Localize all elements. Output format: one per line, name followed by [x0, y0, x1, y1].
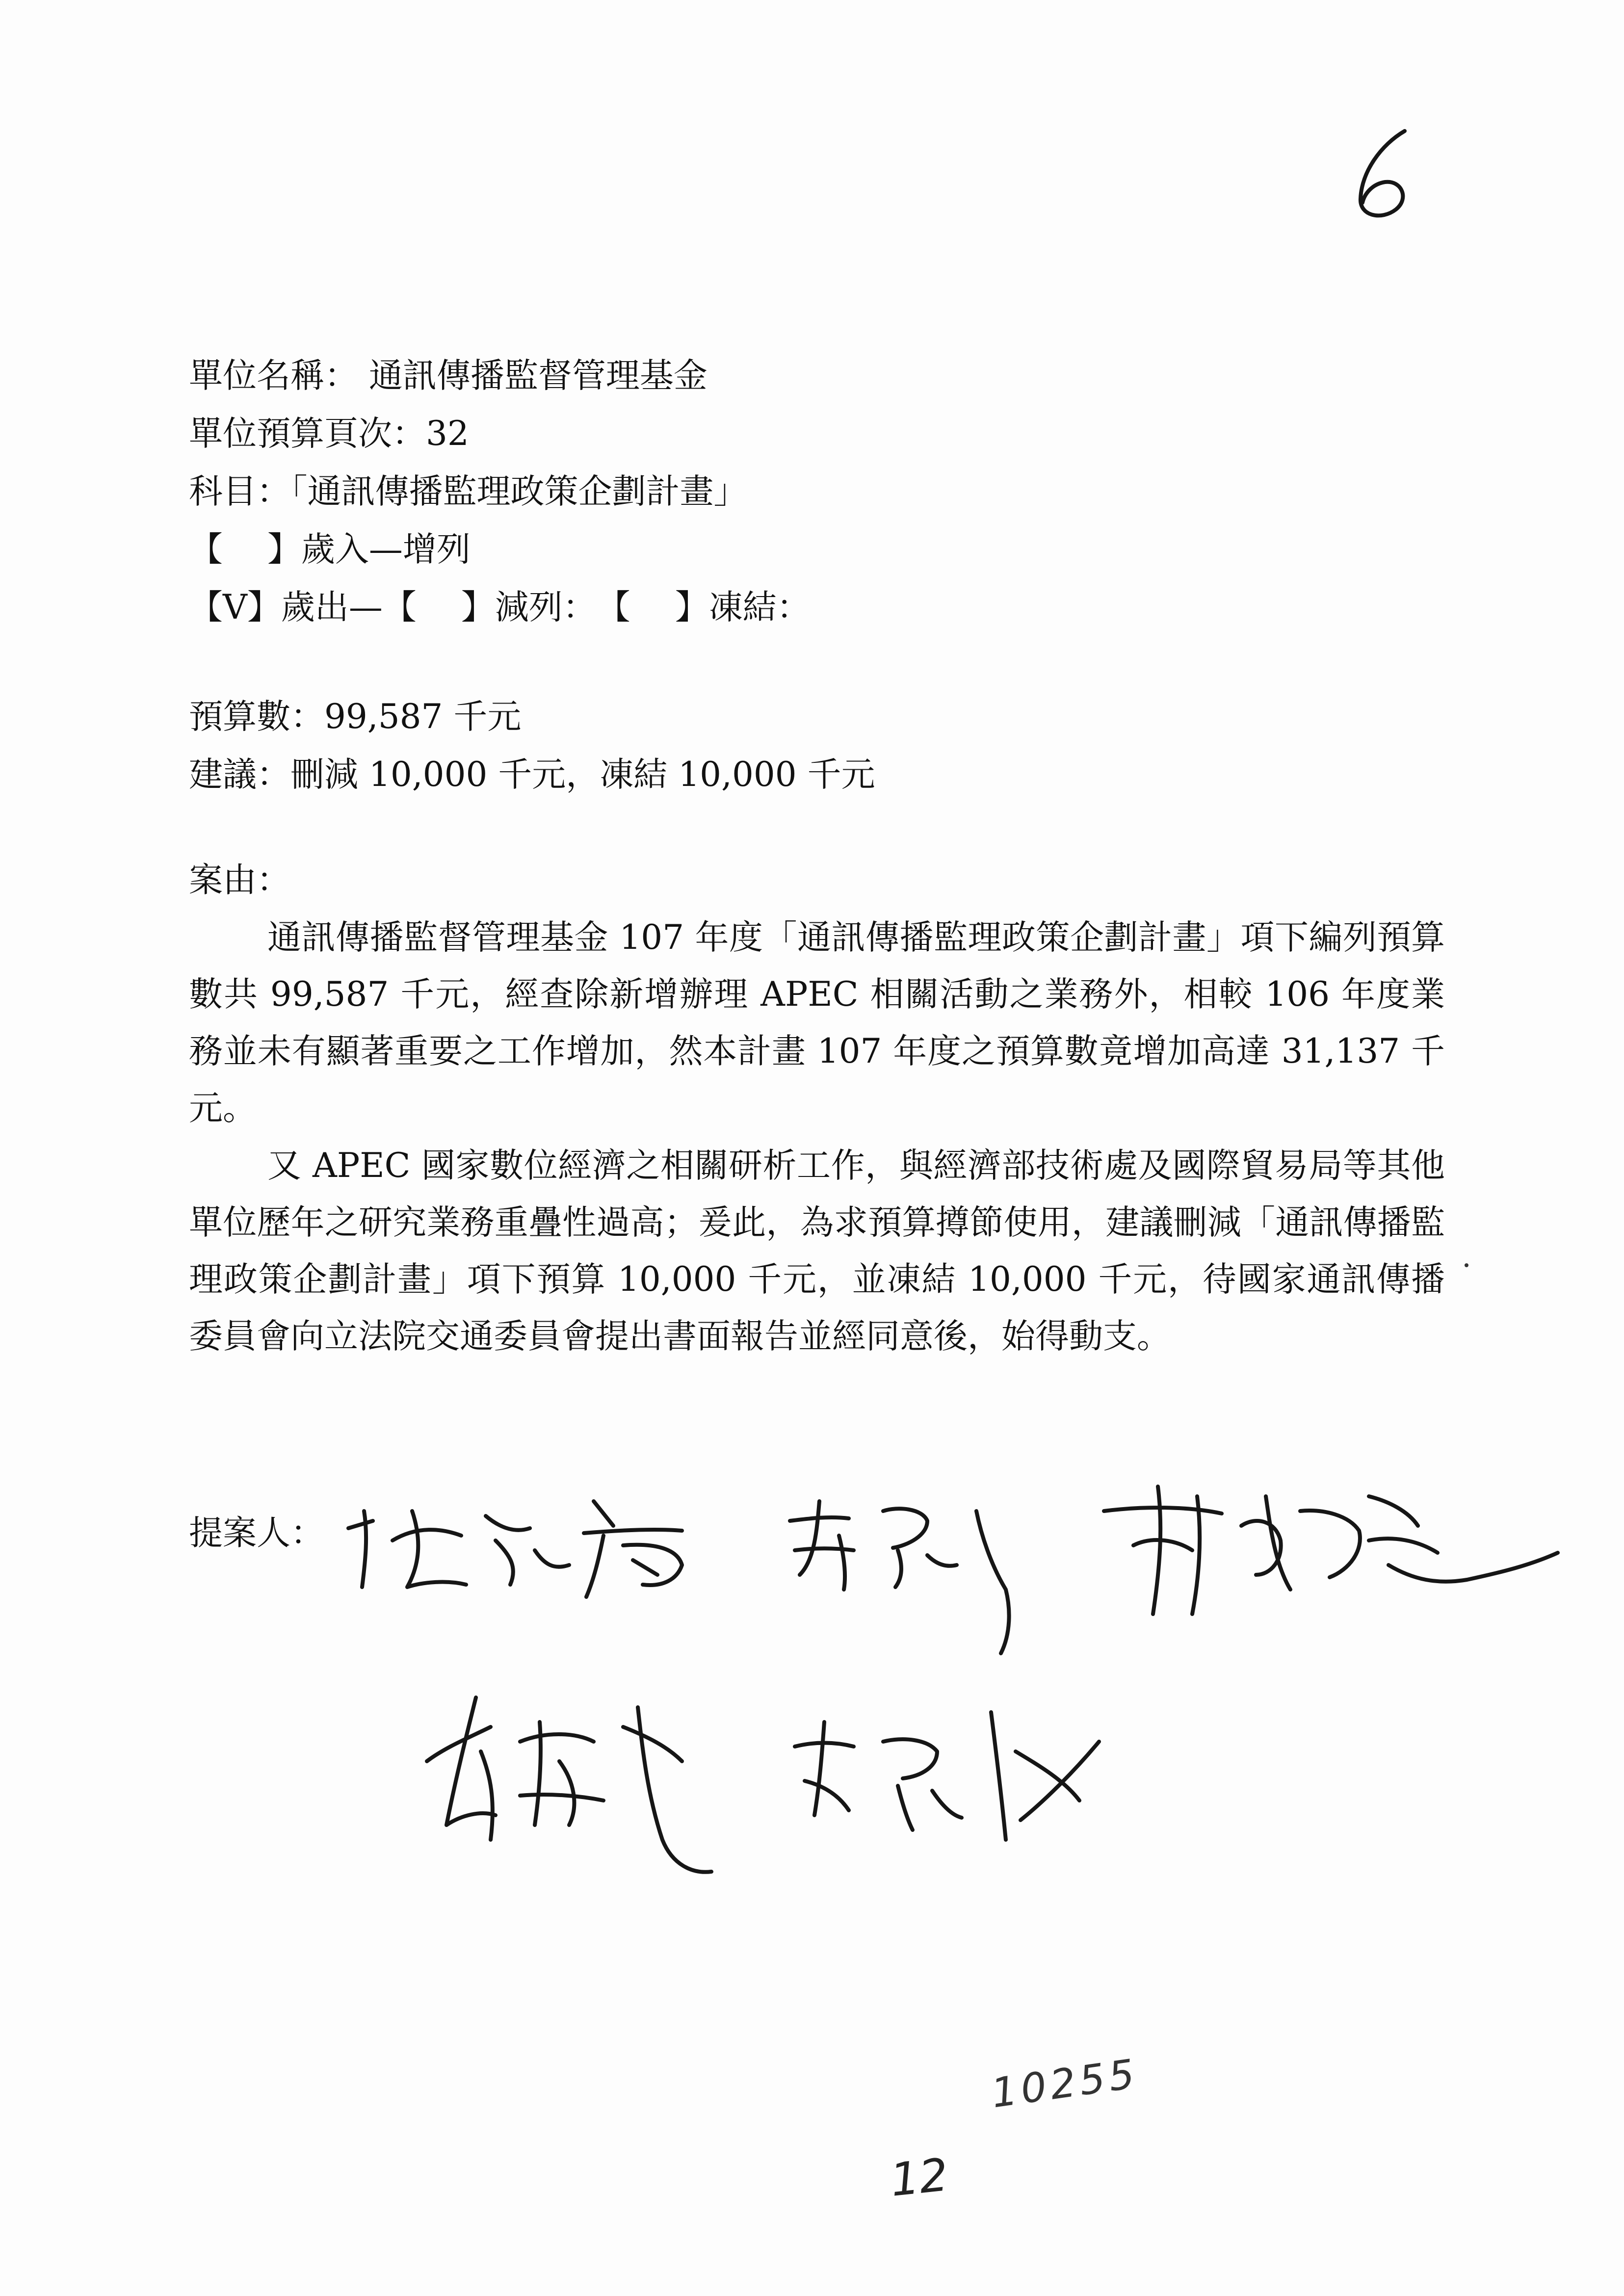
- handwritten-signature-icon: [339, 1482, 741, 1609]
- unit-name: 單位名稱： 通訊傳播監督管理基金: [189, 356, 707, 395]
- budget-suggestion: 建議：刪減 10,000 千元，凍結 10,000 千元: [189, 755, 875, 794]
- signature-4: [417, 1678, 721, 1884]
- reason-paragraph-2: 又 APEC 國家數位經濟之相關研析工作，與經濟部技術處及國際貿易局等其他單位歷年之研究業務重疊性過高；爰此，為求預算撙節使用，建議刪減「通訊傳播監理政策企劃計畫」項下預算 10,000 千元，並凍結 10,000 千元，待國家通訊傳播委員會向立法院交通委員會提出書面報告並經同意後，始得動支。: [189, 1146, 1445, 1356]
- handwritten-page-number: 12: [888, 2148, 951, 2207]
- reason-paragraph-1: 通訊傳播監督管理基金 107 年度「通訊傳播監理政策企劃計畫」項下編列預算數共 99,587 千元，經查除新增辦理 APEC 相關活動之業務外，相較 106 年度業務並未有顯著重要之工作增加，然本計畫 107 年度之預算數竟增加高達 31,137 千元。: [189, 918, 1445, 1128]
- subject: 科目：「通訊傳播監理政策企劃計畫」: [189, 472, 748, 511]
- handwritten-signature-icon: [1094, 1467, 1565, 1634]
- expense-line: 【V】歲出—【 】減列： 【 】凍結：: [189, 588, 811, 627]
- signature-5: [785, 1693, 1109, 1869]
- proposer-label: 提案人：: [189, 1513, 324, 1553]
- handwritten-six-icon: [1347, 125, 1420, 223]
- signature-2: [780, 1491, 1035, 1668]
- scan-speck: [1465, 1263, 1468, 1267]
- handwritten-signature-icon: [785, 1693, 1109, 1869]
- page-mark-handwritten: [1347, 125, 1420, 223]
- signature-1: [339, 1482, 741, 1609]
- handwritten-signature-icon: [417, 1678, 721, 1884]
- revenue-line: 【 】歲入—增列: [189, 530, 471, 569]
- budget-page-ref: 單位預算頁次：32: [189, 414, 469, 453]
- budget-amount: 預算數：99,587 千元: [189, 697, 522, 736]
- reason-heading: 案由：: [189, 861, 290, 900]
- handwritten-stamp-number: 10255: [988, 2050, 1142, 2117]
- handwritten-signature-icon: [780, 1491, 1035, 1668]
- signature-3: [1094, 1467, 1565, 1634]
